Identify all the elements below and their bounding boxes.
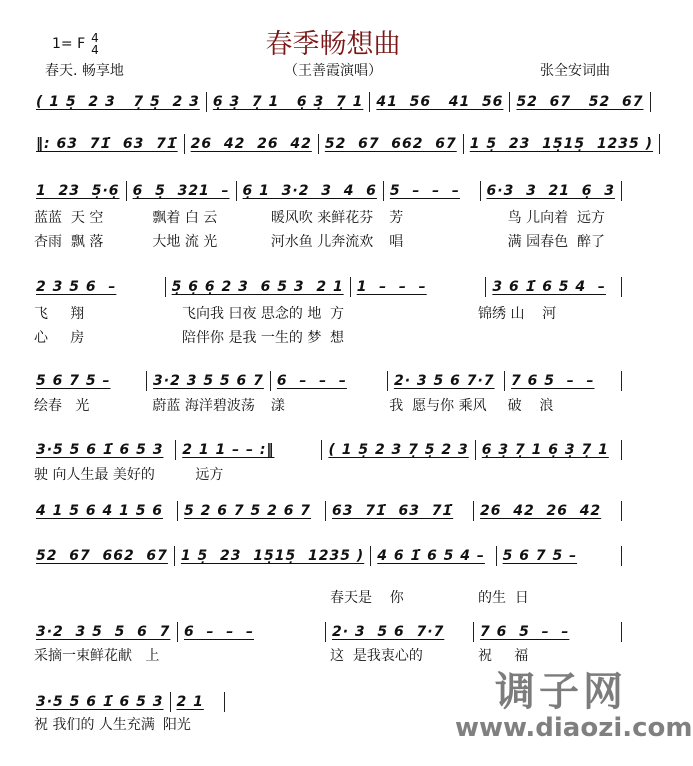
measure: 5 6 7 5 –: [497, 546, 622, 566]
lyric-segment: 飞 翔: [34, 306, 85, 322]
lyrics-row: [30, 232, 622, 252]
lyric-segment: [178, 646, 326, 666]
lyric-segment: 锦绣 山 河: [478, 306, 557, 322]
measure: 63 71̇ 63 71̇: [326, 501, 474, 521]
lyric-segment: 的生 日: [478, 590, 529, 606]
notation-row: [30, 134, 654, 154]
measure: ‖: 63 71̇ 63 71̇: [30, 134, 185, 154]
measure: 3·5 5 6 1̇ 6 5 3: [30, 440, 176, 460]
lyric-segment: 想: [330, 330, 344, 346]
measure: 1 – – –: [351, 277, 487, 297]
time-top: 4: [91, 31, 99, 45]
lyric-segment: [30, 588, 178, 608]
lyrics-row: [30, 208, 622, 228]
lyric-segment: [178, 588, 326, 608]
measure: 2· 3 5 6 7·7: [388, 371, 505, 391]
lyric-segment: 心 房: [34, 330, 85, 346]
measure: 1 5̣ 23 15̣15̣ 1235 ): [175, 546, 371, 566]
lyric-segment: 鸟 儿向着 远方: [507, 210, 605, 226]
measure: 7 6 5 – –: [474, 622, 622, 642]
measure: 26 42 26 42: [474, 501, 622, 521]
lyrics-row: [30, 396, 622, 416]
measure: 1 23 5̣·6̣: [30, 181, 127, 201]
measure: 52 67 662 67: [30, 546, 175, 566]
lyric-segment: 暖风吹 来鲜花芬: [270, 210, 374, 226]
measure: 3 6 1̇ 6 5 4 –: [486, 277, 622, 297]
measure: 3·2 3 5 5 6 7: [30, 622, 178, 642]
lyric-segment: 飞向我 曰夜 思念的 地: [182, 306, 322, 322]
notation-row: [30, 181, 622, 201]
lyric-segment: [474, 465, 622, 485]
measure: 6̣ 3̣ 7̣ 1 6̣ 3̣ 7̣ 1: [476, 440, 622, 460]
measure: 4 1 5 6 4 1 5 6: [30, 501, 178, 521]
lyrics-row: [30, 304, 622, 324]
measure: 3·5 5 6 1̇ 6 5 3: [30, 692, 171, 712]
measure: 6 – – –: [178, 622, 326, 642]
lyric-segment: 这 是我衷心的: [330, 648, 423, 664]
notation-row: [30, 440, 622, 460]
lyric-segment: 大地 流 光: [152, 234, 218, 250]
measure: ( 1 5̣ 2 3 7̣ 5̣ 2 3: [30, 92, 207, 112]
lyric-segment: 驶 向人生最 美好的: [34, 467, 155, 483]
measure: 52 67 662 67: [319, 134, 464, 154]
notation-row: [30, 622, 622, 642]
measure: 4 6 1̇ 6 5 4 –: [371, 546, 496, 566]
measure: 6·3 3 21 6̣ 3: [481, 181, 623, 201]
lyric-segment: 远方: [182, 467, 224, 483]
measure: 2· 3 5 6 7·7: [326, 622, 474, 642]
measure: 7 6 5 – –: [505, 371, 622, 391]
notation-row: [30, 371, 622, 391]
notation-row: [30, 92, 644, 112]
measure: 1 5̣ 23 15̣15̣ 1235 ): [464, 134, 660, 154]
notation-row: [30, 277, 622, 297]
measure: 5 – – –: [384, 181, 481, 201]
lyric-segment: 春天是 你: [330, 590, 404, 606]
lyrics-row: [30, 465, 622, 485]
song-title: 春季畅想曲: [265, 29, 401, 60]
composer-credit: 张全安词曲: [540, 63, 610, 79]
measure: 52 67 52 67: [510, 92, 650, 112]
singer-credit: （王善霞演唱）: [284, 63, 382, 79]
lyric-segment: 芳: [389, 210, 404, 226]
measure: 41 56 41 56: [370, 92, 510, 112]
lyric-segment: [326, 465, 474, 485]
lyric-segment: 漾: [270, 398, 285, 414]
lyric-segment: 祝 福: [478, 648, 529, 664]
lyric-segment: 河水鱼 儿奔流欢: [270, 234, 374, 250]
watermark-logo: 调子网: [495, 669, 627, 715]
lyric-segment: 破 浪: [507, 398, 554, 414]
lyric-segment: 采摘一束鲜花献 上: [34, 648, 160, 664]
measure: 5̣ 6̣ 6̣ 2 3 6 5 3 2 1: [166, 277, 351, 297]
lyrics-row: [30, 328, 622, 348]
lyric-segment: 满 园春色 醉了: [507, 234, 605, 250]
notation-row: [30, 546, 622, 566]
watermark-url: www.diaozi.com: [455, 713, 693, 743]
measure: 2 1: [171, 692, 226, 712]
measure: 5 6 7 5 –: [30, 371, 147, 391]
measure: 26 42 26 42: [185, 134, 319, 154]
measure: ( 1 5̣ 2 3 7̣ 5̣ 2 3: [322, 440, 475, 460]
key-text: 1= F: [52, 36, 86, 52]
song-subtitle: 春天. 畅享地: [45, 63, 124, 79]
measure: 6̣ 1 3·2 3 4 6: [237, 181, 384, 201]
lyric-segment: 方: [330, 306, 344, 322]
lyric-segment: 杏雨 飘 落: [34, 234, 104, 250]
measure: 3·2 3 5 5 6 7: [147, 371, 271, 391]
lyric-segment: [474, 328, 622, 348]
lyric-segment: 阳光: [162, 717, 191, 733]
measure: 6̣ 5̣ 321 –: [127, 181, 237, 201]
lyric-segment: 祝 我们的 人生充满: [34, 717, 155, 733]
lyric-segment: 飘着 白 云: [152, 210, 218, 226]
lyric-segment: 我 愿与你 乘风: [389, 398, 487, 414]
lyrics-row: [30, 588, 622, 608]
measure: 6̣ 3̣ 7̣ 1 6̣ 3̣ 7̣ 1: [207, 92, 371, 112]
lyric-segment: 蔚蓝 海洋碧波荡: [152, 398, 255, 414]
lyric-segment: 唱: [389, 234, 404, 250]
lyric-segment: 陪伴你 是我 一生的 梦: [182, 330, 322, 346]
lyrics-row: [30, 715, 225, 735]
time-bottom: 4: [91, 43, 99, 57]
notation-row: [30, 501, 622, 521]
measure: 6 – – –: [271, 371, 388, 391]
measure: 2 1 1 – – :‖: [176, 440, 322, 460]
notation-row: [30, 692, 225, 712]
measure: 5 2 6 7 5 2 6 7: [178, 501, 326, 521]
lyric-segment: 绘春 光: [34, 398, 90, 414]
measure: 2 3 5 6 –: [30, 277, 166, 297]
lyric-segment: 蓝蓝 天 空: [34, 210, 104, 226]
